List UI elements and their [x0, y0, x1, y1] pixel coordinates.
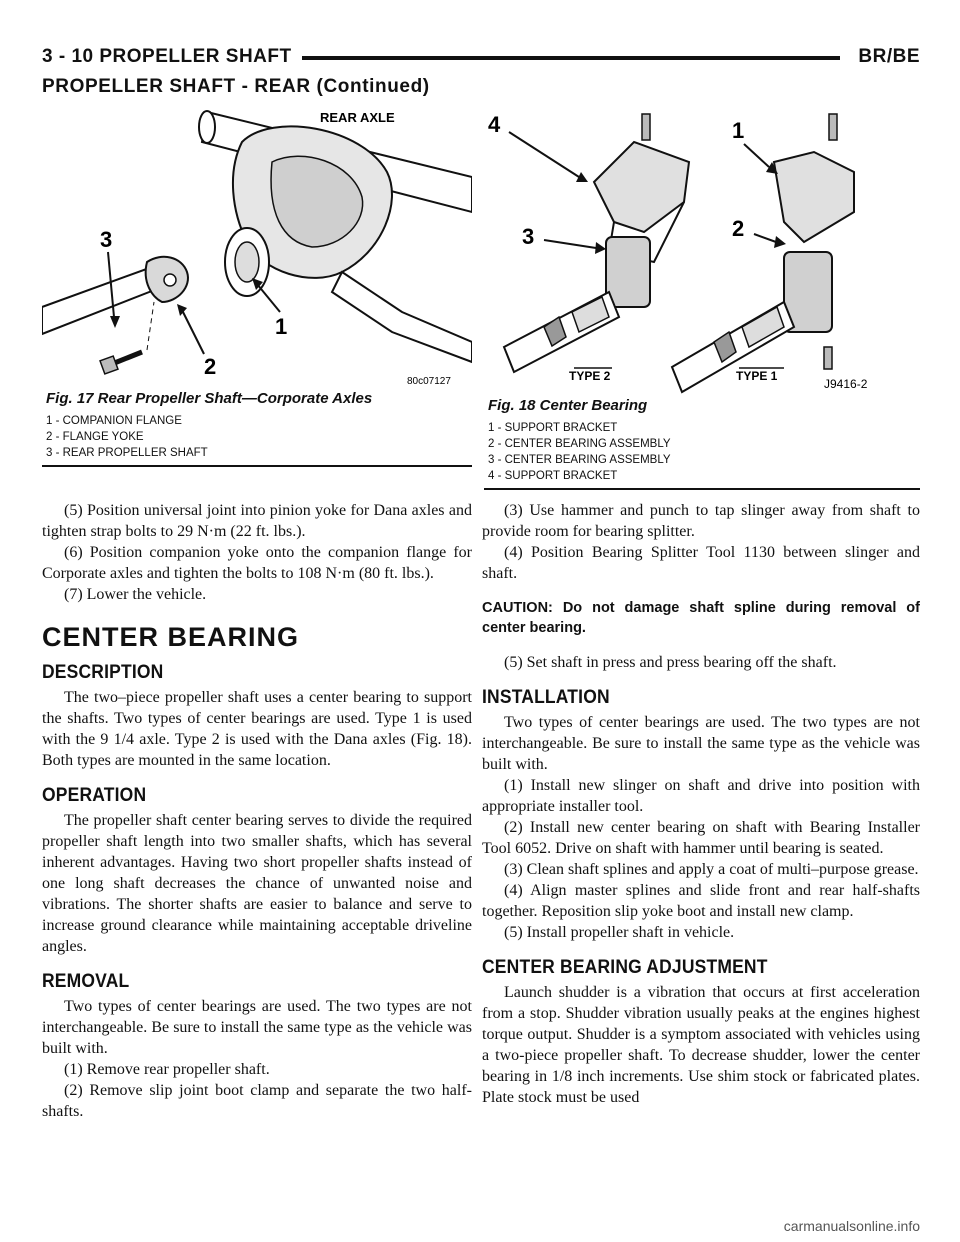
step-paragraph: (3) Use hammer and punch to tap slinger away from shaft to provide room for bearing splitter.	[482, 502, 920, 540]
step-paragraph: (5) Set shaft in press and press bearing off the shaft.	[504, 654, 837, 671]
right-column	[482, 500, 920, 1108]
step-paragraph: (4) Position Bearing Splitter Tool 1130 between slinger and shaft.	[482, 544, 920, 582]
rear-axle-label: REAR AXLE	[320, 110, 395, 125]
heading-center-bearing-adjustment: CENTER BEARING ADJUSTMENT	[482, 957, 768, 978]
page-number-section: 3 - 10 PROPELLER SHAFT	[42, 46, 292, 67]
figure-caption: Fig. 18 Center Bearing	[488, 397, 648, 414]
step-paragraph: (2) Remove slip joint boot clamp and separate the two half-shafts.	[42, 1082, 472, 1120]
figure-code: 80c07127	[407, 376, 451, 387]
heading-operation: OPERATION	[42, 785, 147, 806]
callout-4: 4	[488, 112, 501, 137]
step-paragraph: (5) Install propeller shaft in vehicle.	[504, 924, 735, 941]
center-bearing-illustration	[484, 102, 920, 397]
step-paragraph: (1) Install new slinger on shaft and drive into position with appropriate installer tool.	[482, 777, 920, 815]
figure-code: J9416-2	[824, 377, 868, 391]
legend-item: 4 - SUPPORT BRACKET	[488, 470, 618, 482]
step-paragraph: (2) Install new center bearing on shaft with Bearing Installer Tool 6052. Drive on shaft with hammer until bearing is seated.	[482, 819, 920, 857]
figure-18	[484, 102, 920, 490]
removal-paragraph: Two types of center bearings are used. The two types are not interchangeable. Be sure to install the same type as the vehicle was built with.	[42, 998, 472, 1057]
section-heading-center-bearing: CENTER BEARING	[42, 622, 300, 652]
callout-2: 2	[732, 216, 745, 241]
rear-propeller-shaft-illustration	[42, 102, 472, 390]
caution-note: CAUTION: Do not damage shaft spline during removal of center bearing.	[482, 600, 920, 636]
figure-rule	[42, 465, 472, 467]
heading-description: DESCRIPTION	[42, 662, 164, 683]
legend-item: 2 - FLANGE YOKE	[46, 431, 144, 443]
type-2-label: TYPE 2	[569, 369, 611, 383]
heading-installation: INSTALLATION	[482, 687, 610, 708]
figure-rule	[484, 488, 920, 490]
step-paragraph: (3) Clean shaft splines and apply a coat of multi–purpose grease.	[504, 861, 919, 878]
figure-caption: Fig. 17 Rear Propeller Shaft—Corporate Axles	[46, 390, 373, 407]
installation-paragraph: Two types of center bearings are used. The two types are not interchangeable. Be sure to install the same type as the vehicle was built with.	[482, 714, 920, 773]
callout-3: 3	[100, 227, 113, 252]
legend-item: 3 - CENTER BEARING ASSEMBLY	[488, 454, 671, 466]
step-paragraph: (4) Align master splines and slide front and rear half-shafts together. Reposition slip yoke boot and install new clamp.	[482, 882, 920, 920]
callout-2: 2	[204, 354, 217, 379]
legend-item: 2 - CENTER BEARING ASSEMBLY	[488, 438, 671, 450]
heading-removal: REMOVAL	[42, 971, 130, 992]
figure-17	[42, 102, 472, 467]
callout-1: 1	[732, 118, 745, 143]
callout-3: 3	[522, 224, 535, 249]
legend-item: 1 - COMPANION FLANGE	[46, 415, 182, 427]
step-paragraph: (1) Remove rear propeller shaft.	[64, 1061, 270, 1078]
legend-item: 1 - SUPPORT BRACKET	[488, 422, 618, 434]
section-subheading: PROPELLER SHAFT - REAR (Continued)	[42, 76, 430, 97]
page-header	[42, 46, 920, 78]
step-paragraph: (6) Position companion yoke onto the companion flange for Corporate axles and tighten the bolts to 108 N·m (80 ft. lbs.).	[42, 544, 472, 582]
adjustment-paragraph: Launch shudder is a vibration that occurs at first acceleration from a stop. Shudder vibration usually peaks at the engines highest torque output. Shudder is a symptom associated with vehicles using a two-piece propeller shaft. To decrease shudder, lower the center bearing in 1/8 inch increments. Use shim stock or fabricated plates. Plate stock must be used	[482, 984, 920, 1106]
step-paragraph: (5) Position universal joint into pinion yoke for Dana axles and tighten strap bolts to 29 N·m (22 ft. lbs.).	[42, 502, 472, 540]
description-paragraph: The two–piece propeller shaft uses a center bearing to support the shafts. Two types of center bearings are used. Type 1 is used with the 9 1/4 axle. Type 2 is used with the Dana axles (Fig. 18). Both types are mounted in the same location.	[42, 689, 472, 769]
callout-1: 1	[275, 314, 288, 339]
watermark: carmanualsonline.info	[783, 1218, 920, 1234]
model-code: BR/BE	[858, 46, 920, 67]
header-rule	[302, 56, 840, 60]
legend-item: 3 - REAR PROPELLER SHAFT	[46, 447, 208, 459]
step-paragraph: (7) Lower the vehicle.	[64, 586, 207, 603]
type-1-label: TYPE 1	[736, 369, 778, 383]
left-column	[42, 500, 472, 1122]
operation-paragraph: The propeller shaft center bearing serves to divide the required propeller shaft length into two smaller shafts, which has several inherent advantages. Having two short propeller shafts instead of one long shaft decreases the chance of unwanted noise and vibrations. The shorter shafts are easier to balance and serve to increase ground clearance while maintaining acceptable driveline angles.	[42, 812, 472, 955]
